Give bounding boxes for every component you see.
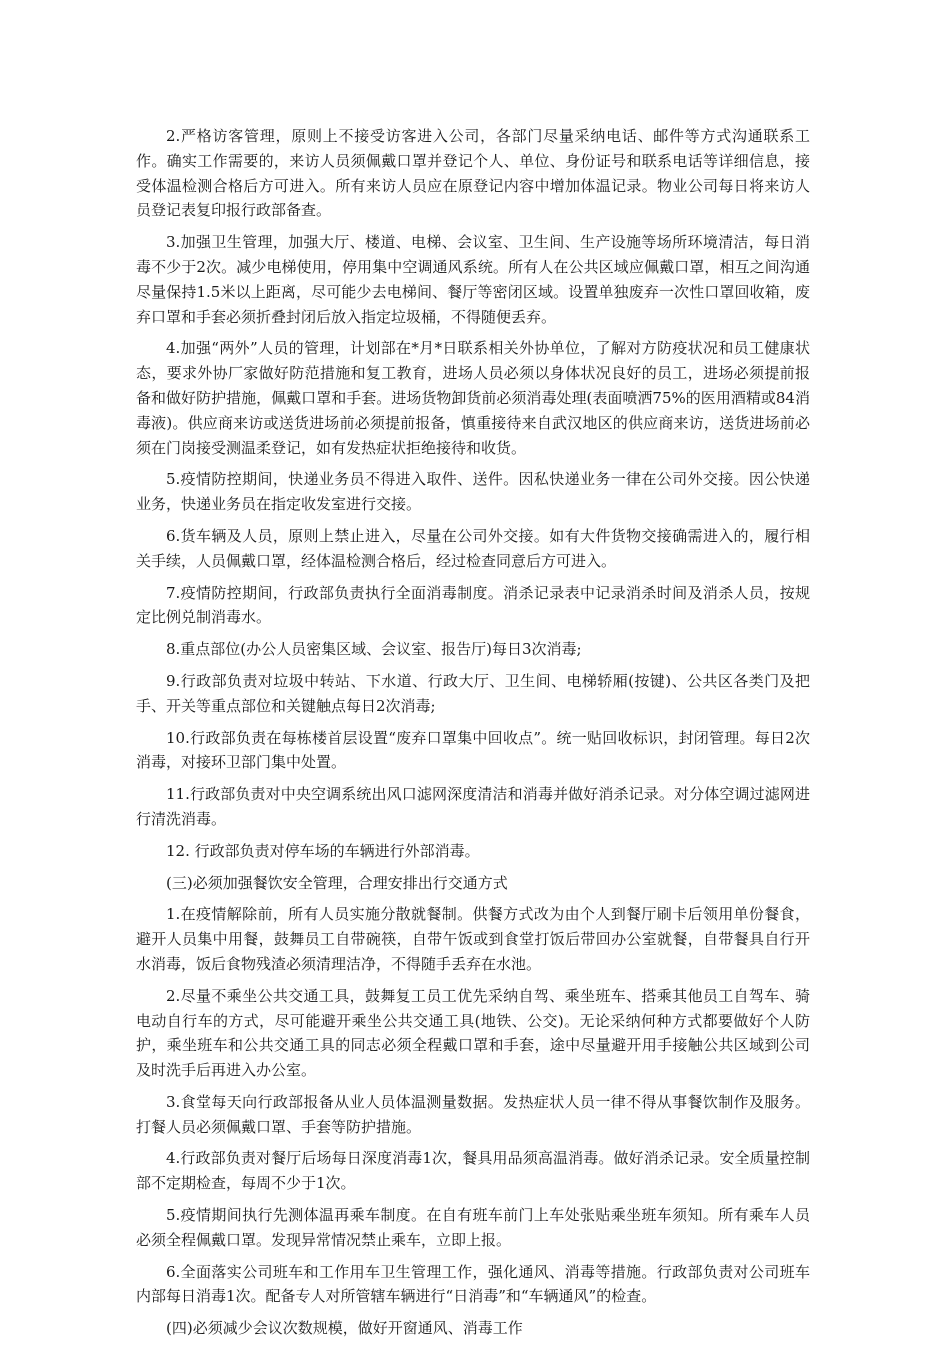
paragraph-item-4: 4.加强“两外”人员的管理，计划部在*月*日联系相关外协单位，了解对方防疫状况和员工健康状态，要求外协厂家做好防范措施和复工教育，进场人员必须以身体状况良好的员工，进场必须提前报备和做好防护措施，佩戴口罩和手套。进场货物卸货前必须消毒处理(表面喷洒75%的医用酒精或84消毒液)。供应商来访或送货进场前必须提前报备，慎重接待来自武汉地区的供应商来访，送货进场前必须在门岗接受测温柔登记，如有发热症状拒绝接待和收货。 xyxy=(136,339,810,457)
section-heading-4: (四)必须减少会议次数规模，做好开窗通风、消毒工作 xyxy=(166,1319,523,1338)
paragraph-dining-3: 3.食堂每天向行政部报备从业人员体温测量数据。发热症状人员一律不得从事餐饮制作及服务。打餐人员必须佩戴口罩、手套等防护措施。 xyxy=(136,1092,810,1136)
paragraph-dining-2: 2.尽量不乘坐公共交通工具，鼓舞复工员工优先采纳自驾、乘坐班车、搭乘其他员工自驾车、骑电动自行车的方式，尽可能避开乘坐公共交通工具(地铁、公交)。无论采纳何种方式都要做好个人防护，乘坐班车和公共交通工具的同志必须全程戴口罩和手套，途中尽量避开用手接触公共区域到公司及时洗手后再进入办公室。 xyxy=(136,986,810,1080)
paragraph-dining-1: 1.在疫情解除前，所有人员实施分散就餐制。供餐方式改为由个人到餐厅刷卡后领用单份餐食，避开人员集中用餐，鼓舞员工自带碗筷，自带午饭或到食堂打饭后带回办公室就餐，自带餐具自行开水消毒，饭后食物残渣必须清理洁净，不得随手丢弃在水池。 xyxy=(136,905,810,973)
paragraph-item-10: 10.行政部负责在每栋楼首层设置“废弃口罩集中回收点”。统一贴回收标识，封闭管理。每日2次消毒，对接环卫部门集中处置。 xyxy=(136,728,810,772)
document-body xyxy=(136,124,810,1348)
paragraph-item-8: 8.重点部位(办公人员密集区域、会议室、报告厅)每日3次消毒; xyxy=(166,640,582,659)
paragraph-item-3: 3.加强卫生管理，加强大厅、楼道、电梯、会议室、卫生间、生产设施等场所环境清洁，每日消毒不少于2次。减少电梯使用，停用集中空调通风系统。所有人在公共区域应佩戴口罩，相互之间沟通尽量保持1.5米以上距离，尽可能少去电梯间、餐厅等密闭区域。设置单独废弃一次性口罩回收箱，废弃口罩和手套必须折叠封闭后放入指定垃圾桶，不得随便丢弃。 xyxy=(136,233,810,326)
paragraph-item-5: 5.疫情防控期间，快递业务员不得进入取件、送件。因私快递业务一律在公司外交接。因公快递业务，快递业务员在指定收发室进行交接。 xyxy=(136,470,810,514)
paragraph-item-9: 9.行政部负责对垃圾中转站、下水道、行政大厅、卫生间、电梯轿厢(按键)、公共区各类门及把手、开关等重点部位和关键触点每日2次消毒; xyxy=(136,671,810,715)
paragraph-item-6: 6.货车辆及人员，原则上禁止进入，尽量在公司外交接。如有大件货物交接确需进入的，履行相关手续，人员佩戴口罩，经体温检测合格后，经过检查同意后方可进入。 xyxy=(136,526,810,570)
paragraph-item-11: 11.行政部负责对中央空调系统出风口滤网深度清洁和消毒并做好消杀记录。对分体空调过滤网进行清洗消毒。 xyxy=(136,785,810,828)
paragraph-item-12: 12. 行政部负责对停车场的车辆进行外部消毒。 xyxy=(166,841,480,860)
paragraph-item-7: 7.疫情防控期间，行政部负责执行全面消毒制度。消杀记录表中记录消杀时间及消杀人员，按规定比例兑制消毒水。 xyxy=(136,583,810,627)
paragraph-dining-5: 5.疫情期间执行先测体温再乘车制度。在自有班车前门上车处张贴乘坐班车须知。所有乘车人员必须全程佩戴口罩。发现异常情况禁止乘车，立即上报。 xyxy=(136,1206,810,1249)
paragraph-dining-4: 4.行政部负责对餐厅后场每日深度消毒1次，餐具用品须高温消毒。做好消杀记录。安全质量控制部不定期检查，每周不少于1次。 xyxy=(136,1149,810,1193)
paragraph-dining-6: 6.全面落实公司班车和工作用车卫生管理工作，强化通风、消毒等措施。行政部负责对公司班车内部每日消毒1次。配备专人对所管辖车辆进行“日消毒”和“车辆通风”的检查。 xyxy=(136,1262,810,1306)
section-heading-3: (三)必须加强餐饮安全管理，合理安排出行交通方式 xyxy=(166,873,508,892)
paragraph-item-2: 2.严格访客管理，原则上不接受访客进入公司，各部门尽量采纳电话、邮件等方式沟通联系工作。确实工作需要的，来访人员须佩戴口罩并登记个人、单位、身份证号和联系电话等详细信息，接受体温检测合格后方可进入。所有来访人员应在原登记内容中增加体温记录。物业公司每日将来访人员登记表复印报行政部备查。 xyxy=(136,127,810,220)
